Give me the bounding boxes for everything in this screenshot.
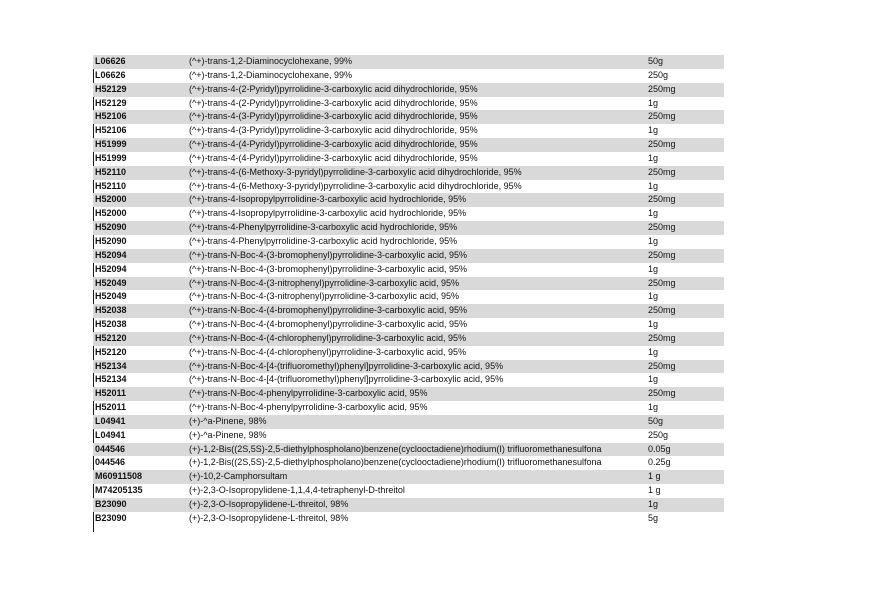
- table-row: [93, 470, 724, 484]
- product-code: L06626: [95, 56, 126, 66]
- product-code: H52134: [95, 374, 127, 385]
- table-row: [93, 360, 724, 374]
- table-row: [93, 207, 724, 221]
- product-name: (+)-^a-Pinene, 98%: [189, 429, 267, 440]
- product-code: H52129: [95, 97, 127, 108]
- product-code: H52000: [95, 208, 127, 219]
- pack-size: 1g: [648, 152, 659, 163]
- product-code: H52106: [95, 125, 127, 136]
- product-name: (^+)-trans-4-Phenylpyrrolidine-3-carboxylic acid hydrochloride, 95%: [189, 235, 458, 246]
- pack-size: 1g: [648, 402, 659, 413]
- pack-size: 250mg: [648, 332, 676, 343]
- pack-size: 250mg: [648, 305, 676, 316]
- table-row: [93, 443, 724, 457]
- product-name: (^+)-trans-N-Boc-4-(3-nitrophenyl)pyrrolidine-3-carboxylic acid, 95%: [189, 291, 460, 302]
- pack-size: 1g: [648, 208, 659, 219]
- table-row: [93, 97, 724, 111]
- table-row: [93, 263, 724, 277]
- pack-size: 250g: [648, 429, 669, 440]
- product-code: M74205135: [95, 485, 143, 496]
- product-code: H52120: [95, 332, 127, 343]
- table-row: [93, 110, 724, 124]
- pack-size: 50g: [648, 56, 664, 66]
- product-name: (^+)-trans-N-Boc-4-phenylpyrrolidine-3-carboxylic acid, 95%: [189, 388, 428, 399]
- product-name: (^+)-trans-4-(3-Pyridyl)pyrrolidine-3-carboxylic acid dihydrochloride, 95%: [189, 125, 478, 136]
- product-code: H52049: [95, 277, 127, 288]
- pack-size: 0.25g: [648, 457, 671, 468]
- product-code: H52134: [95, 360, 127, 371]
- pack-size: 250mg: [648, 194, 676, 205]
- pack-size: 1g: [648, 235, 659, 246]
- product-name: (^+)-trans-1,2-Diaminocyclohexane, 99%: [189, 69, 353, 80]
- product-name: (^+)-trans-N-Boc-4-(4-chlorophenyl)pyrrolidine-3-carboxylic acid, 95%: [189, 332, 467, 343]
- table-row: [93, 290, 724, 304]
- pack-size: 250mg: [648, 388, 676, 399]
- table-row: [93, 332, 724, 346]
- product-name: (+)-2,3-O-Isopropylidene-L-threitol, 98%: [189, 499, 349, 509]
- product-code: H51999: [95, 152, 127, 163]
- pack-size: 1 g: [648, 485, 661, 496]
- pack-size: 250mg: [648, 166, 676, 177]
- product-name: (+)-2,3-O-Isopropylidene-1,1,4,4-tetraphenyl-D-threitol: [189, 485, 405, 496]
- product-name: (^+)-trans-N-Boc-4-(3-bromophenyl)pyrrolidine-3-carboxylic acid, 95%: [189, 249, 468, 260]
- pack-size: 1g: [648, 263, 659, 274]
- pack-size: 1g: [648, 319, 659, 330]
- product-code: B23090: [95, 499, 127, 509]
- table-row: [93, 346, 724, 360]
- pack-size: 0.05g: [648, 443, 671, 454]
- product-name: (^+)-trans-4-(2-Pyridyl)pyrrolidine-3-carboxylic acid dihydrochloride, 95%: [189, 83, 478, 94]
- table-row: [93, 235, 724, 249]
- product-name: (^+)-trans-4-(4-Pyridyl)pyrrolidine-3-carboxylic acid dihydrochloride, 95%: [189, 152, 478, 163]
- table-row: [93, 456, 724, 470]
- product-code: H52011: [95, 388, 127, 399]
- product-name: (+)-10,2-Camphorsultam: [189, 471, 288, 482]
- product-code: H52038: [95, 305, 127, 316]
- pack-size: 1g: [648, 180, 659, 191]
- pack-size: 250g: [648, 69, 669, 80]
- product-code: H52120: [95, 346, 127, 357]
- table-row: [93, 484, 724, 498]
- product-code: H52094: [95, 249, 127, 260]
- product-name: (^+)-trans-4-(6-Methoxy-3-pyridyl)pyrrolidine-3-carboxylic acid dihydrochloride, 95%: [189, 180, 522, 191]
- product-name: (^+)-trans-1,2-Diaminocyclohexane, 99%: [189, 56, 353, 66]
- product-name: (+)-2,3-O-Isopropylidene-L-threitol, 98%: [189, 512, 349, 523]
- pack-size: 1g: [648, 346, 659, 357]
- product-code: H52110: [95, 180, 127, 191]
- product-table: [93, 55, 724, 526]
- product-name: (^+)-trans-N-Boc-4-phenylpyrrolidine-3-carboxylic acid, 95%: [189, 402, 428, 413]
- product-name: (^+)-trans-N-Boc-4-(3-nitrophenyl)pyrrolidine-3-carboxylic acid, 95%: [189, 277, 460, 288]
- product-name: (+)-1,2-Bis((2S,5S)-2,5-diethylphospholano)benzene(cyclooctadiene)rhodium(I) trifluoromethanesulfona: [189, 457, 602, 468]
- product-code: H52090: [95, 222, 127, 233]
- product-code: H52129: [95, 83, 127, 94]
- pack-size: 1 g: [648, 471, 661, 482]
- pack-size: 1g: [648, 374, 659, 385]
- product-name: (^+)-trans-N-Boc-4-[4-(trifluoromethyl)phenyl]pyrrolidine-3-carboxylic acid, 95%: [189, 374, 504, 385]
- table-row: [93, 69, 724, 83]
- pack-size: 250mg: [648, 111, 676, 122]
- product-name: (^+)-trans-4-(2-Pyridyl)pyrrolidine-3-carboxylic acid dihydrochloride, 95%: [189, 97, 478, 108]
- pack-size: 250mg: [648, 222, 676, 233]
- product-name: (^+)-trans-N-Boc-4-(4-chlorophenyl)pyrrolidine-3-carboxylic acid, 95%: [189, 346, 467, 357]
- product-name: (^+)-trans-4-(3-Pyridyl)pyrrolidine-3-carboxylic acid dihydrochloride, 95%: [189, 111, 478, 122]
- product-code: H52110: [95, 166, 127, 177]
- table-row: [93, 221, 724, 235]
- table-row: [93, 277, 724, 291]
- product-name: (^+)-trans-N-Boc-4-(4-bromophenyl)pyrrolidine-3-carboxylic acid, 95%: [189, 305, 468, 316]
- product-code: 044546: [95, 443, 126, 454]
- product-name: (^+)-trans-4-(4-Pyridyl)pyrrolidine-3-carboxylic acid dihydrochloride, 95%: [189, 139, 478, 150]
- pack-size: 1g: [648, 499, 659, 509]
- product-code: H52011: [95, 402, 127, 413]
- pack-size: 5g: [648, 512, 659, 523]
- product-name: (^+)-trans-4-Isopropylpyrrolidine-3-carboxylic acid hydrochloride, 95%: [189, 194, 467, 205]
- product-code: L04941: [95, 429, 126, 440]
- pack-size: 250mg: [648, 83, 676, 94]
- table-row: [93, 152, 724, 166]
- table-row: [93, 401, 724, 415]
- product-name: (^+)-trans-N-Boc-4-[4-(trifluoromethyl)phenyl]pyrrolidine-3-carboxylic acid, 95%: [189, 360, 504, 371]
- product-code: L04941: [95, 415, 126, 426]
- product-code: H52049: [95, 291, 127, 302]
- pack-size: 250mg: [648, 139, 676, 150]
- table-row: [93, 512, 724, 526]
- product-name: (+)-^a-Pinene, 98%: [189, 415, 267, 426]
- product-code: B23090: [95, 512, 127, 523]
- product-code: H52094: [95, 263, 127, 274]
- product-name: (^+)-trans-N-Boc-4-(4-bromophenyl)pyrrolidine-3-carboxylic acid, 95%: [189, 319, 468, 330]
- product-name: (^+)-trans-4-Phenylpyrrolidine-3-carboxylic acid hydrochloride, 95%: [189, 222, 458, 233]
- product-name: (^+)-trans-4-(6-Methoxy-3-pyridyl)pyrrolidine-3-carboxylic acid dihydrochloride, 95%: [189, 166, 522, 177]
- table-row: [93, 83, 724, 97]
- table-row: [93, 55, 724, 69]
- table-row: [93, 304, 724, 318]
- product-name: (^+)-trans-4-Isopropylpyrrolidine-3-carboxylic acid hydrochloride, 95%: [189, 208, 467, 219]
- pack-size: 250mg: [648, 360, 676, 371]
- product-code: 044546: [95, 457, 126, 468]
- table-row: [93, 166, 724, 180]
- product-code: H52000: [95, 194, 127, 205]
- product-code: H51999: [95, 139, 127, 150]
- pack-size: 50g: [648, 415, 664, 426]
- table-row: [93, 429, 724, 443]
- product-code: H52038: [95, 319, 127, 330]
- pack-size: 250mg: [648, 277, 676, 288]
- pack-size: 250mg: [648, 249, 676, 260]
- table-row: [93, 498, 724, 512]
- product-code: L06626: [95, 69, 126, 80]
- table-row: [93, 318, 724, 332]
- product-name: (+)-1,2-Bis((2S,5S)-2,5-diethylphospholano)benzene(cyclooctadiene)rhodium(I) trifluoromethanesulfona: [189, 443, 602, 454]
- product-name: (^+)-trans-N-Boc-4-(3-bromophenyl)pyrrolidine-3-carboxylic acid, 95%: [189, 263, 468, 274]
- table-row: [93, 415, 724, 429]
- table-row: [93, 373, 724, 387]
- product-code: H52090: [95, 235, 127, 246]
- pack-size: 1g: [648, 125, 659, 136]
- table-row: [93, 249, 724, 263]
- product-code: M60911508: [95, 471, 143, 482]
- pack-size: 1g: [648, 97, 659, 108]
- table-row: [93, 180, 724, 194]
- table-row: [93, 138, 724, 152]
- pack-size: 1g: [648, 291, 659, 302]
- table-row: [93, 124, 724, 138]
- table-row: [93, 387, 724, 401]
- product-code: H52106: [95, 111, 127, 122]
- table-row: [93, 193, 724, 207]
